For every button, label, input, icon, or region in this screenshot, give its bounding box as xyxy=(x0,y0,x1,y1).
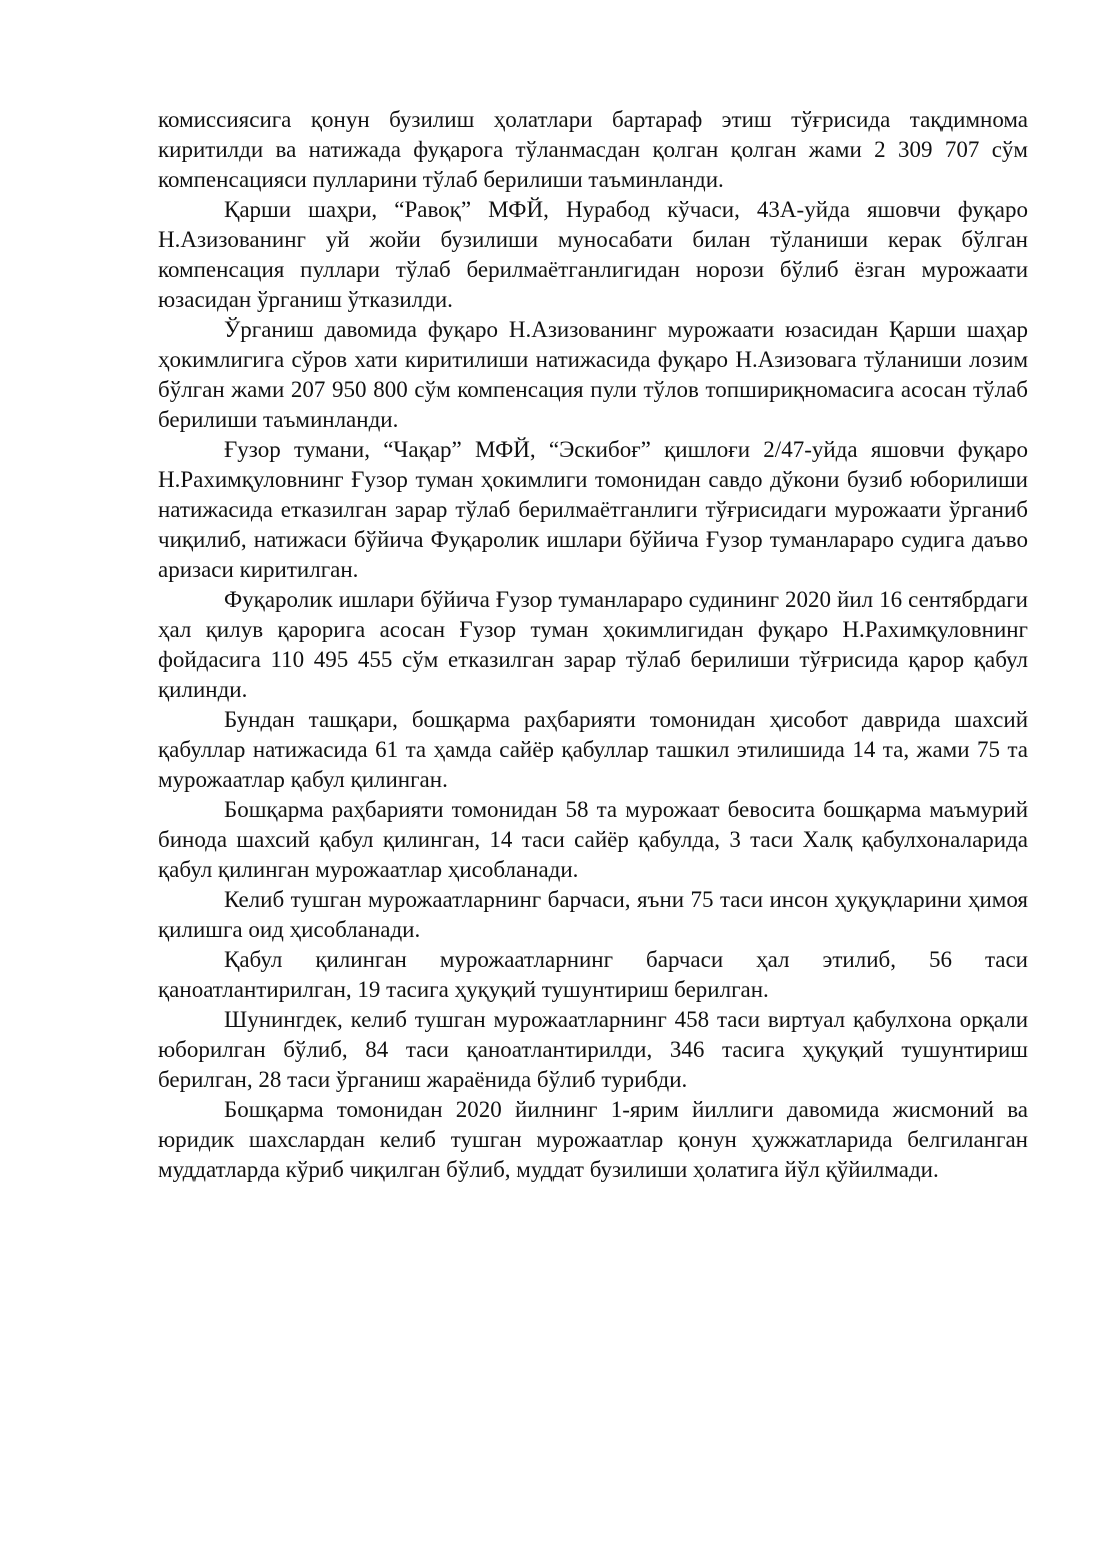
paragraph-3: Ўрганиш давомида фуқаро Н.Азизованинг мурожаати юзасидан Қарши шаҳар ҳокимлигига сўров хати киритилиши натижасида фуқаро Н.Азизовага тўланиши лозим бўлган жами 207 950 800 сўм компенсация пули тўлов топшириқномасига асосан тўлаб берилиши таъминланди. xyxy=(158,317,1028,432)
paragraph-10: Шунингдек, келиб тушган мурожаатларнинг 458 таси виртуал қабулхона орқали юборилган бўлиб, 84 таси қаноатлантирилди, 346 тасига ҳуқуқий тушунтириш берилган, 28 таси ўрганиш жараёнида бўлиб турибди. xyxy=(158,1007,1028,1092)
paragraph-4: Ғузор тумани, “Чақар” МФЙ, “Эскибоғ” қишлоғи 2/47-уйда яшовчи фуқаро Н.Рахимқуловнинг Ғузор туман ҳокимлиги томонидан савдо дўкони бузиб юборилиши натижасида етказилган зарар тўлаб берилмаётганлиги тўғрисидаги мурожаати ўрганиб чиқилиб, натижаси бўйича Фуқаролик ишлари бўйича Ғузор туманлараро судига даъво аризаси киритилган. xyxy=(158,437,1028,582)
paragraph-5: Фуқаролик ишлари бўйича Ғузор туманлараро судининг 2020 йил 16 сентябрдаги ҳал қилув қарорига асосан Ғузор туман ҳокимлигидан фуқаро Н.Рахимқуловнинг фойдасига 110 495 455 сўм етказилган зарар тўлаб берилиши тўғрисида қарор қабул қилинди. xyxy=(158,587,1028,702)
paragraph-6: Бундан ташқари, бошқарма раҳбарияти томонидан ҳисобот даврида шахсий қабуллар натижасида 61 та ҳамда сайёр қабуллар ташкил этилишида 14 та, жами 75 та мурожаатлар қабул қилинган. xyxy=(158,707,1028,792)
paragraph-11: Бошқарма томонидан 2020 йилнинг 1-ярим йиллиги давомида жисмоний ва юридик шахслардан келиб тушган мурожаатлар қонун ҳужжатларида белгиланган муддатларда кўриб чиқилган бўлиб, муддат бузилиши ҳолатига йўл қўйилмади. xyxy=(158,1097,1028,1182)
paragraph-9: Қабул қилинган мурожаатларнинг барчаси ҳал этилиб, 56 таси қаноатлантирилган, 19 тасига ҳуқуқий тушунтириш берилган. xyxy=(158,947,1028,1002)
paragraph-2: Қарши шаҳри, “Равоқ” МФЙ, Нурабод кўчаси, 43А-уйда яшовчи фуқаро Н.Азизованинг уй жойи бузилиши муносабати билан тўланиши керак бўлган компенсация пуллари тўлаб берилмаётганлигидан норози бўлиб ёзган мурожаати юзасидан ўрганиш ўтказилди. xyxy=(158,197,1028,312)
paragraph-8: Келиб тушган мурожаатларнинг барчаси, яъни 75 таси инсон ҳуқуқларини ҳимоя қилишга оид ҳисобланади. xyxy=(158,887,1028,942)
paragraph-1: комиссиясига қонун бузилиш ҳолатлари бартараф этиш тўғрисида тақдимнома киритилди ва натижада фуқарога тўланмасдан қолган қолган жами 2 309 707 сўм компенсацияси пулларини тўлаб берилиши таъминланди. xyxy=(158,107,1028,192)
paragraph-7: Бошқарма раҳбарияти томонидан 58 та мурожаат бевосита бошқарма маъмурий бинода шахсий қабул қилинган, 14 таси сайёр қабулда, 3 таси Халқ қабулхоналарида қабул қилинган мурожаатлар ҳисобланади. xyxy=(158,797,1028,882)
document-body xyxy=(158,105,1028,1185)
